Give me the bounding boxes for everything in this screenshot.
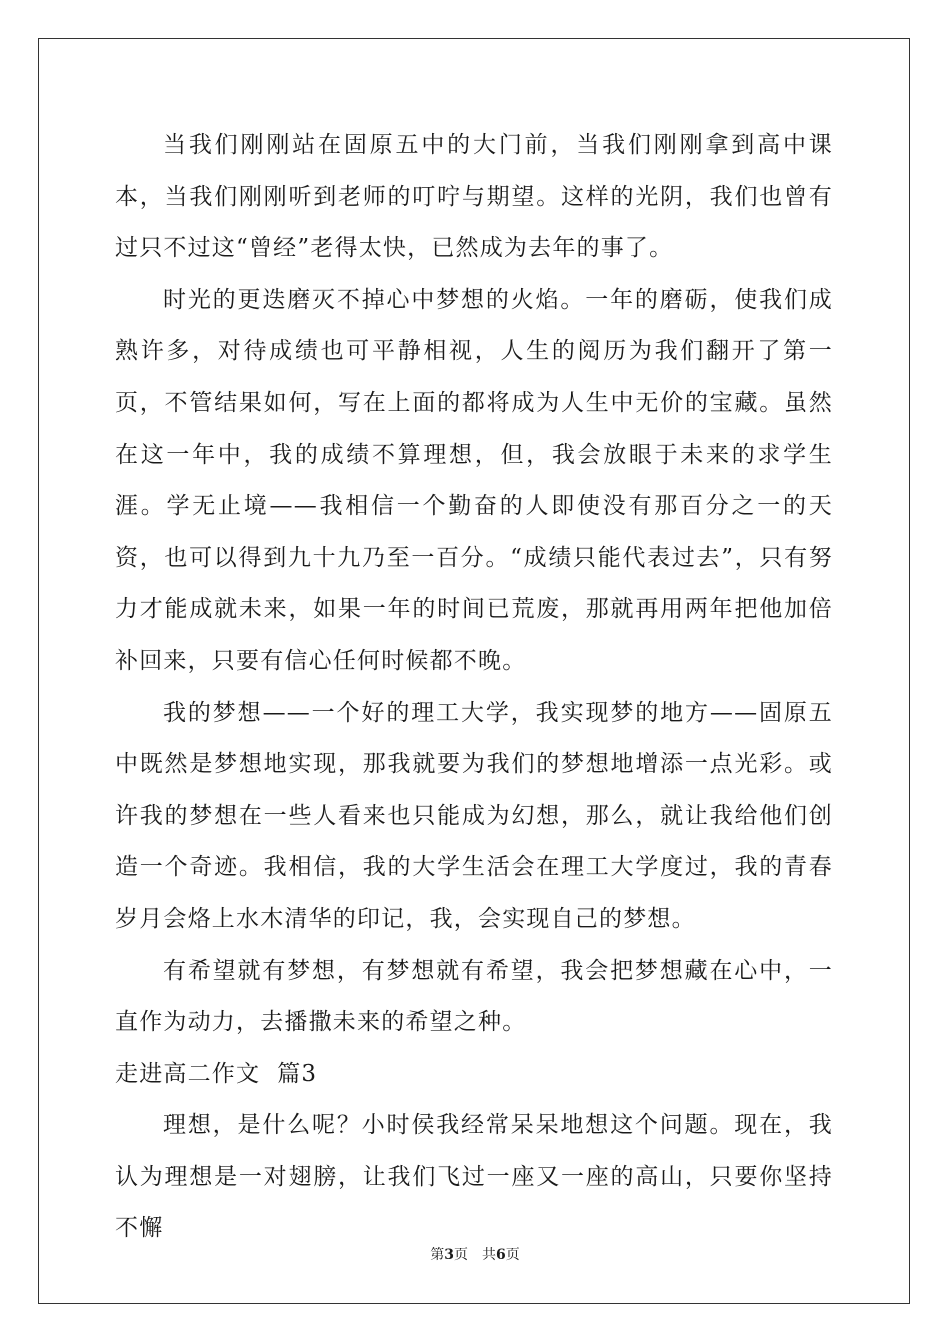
total-page-count: 6 (496, 1247, 506, 1263)
total-pages-suffix: 页 (505, 1247, 520, 1263)
document-body (115, 120, 833, 1255)
current-page-number: 3 (444, 1247, 454, 1263)
page-number-suffix: 页 (454, 1247, 468, 1263)
page-footer (0, 1244, 950, 1264)
total-pages-prefix: 共 (482, 1247, 496, 1263)
section-heading: 走进高二作文 篇3 (115, 1060, 318, 1087)
paragraph: 理想，是什么呢？小时侯我经常呆呆地想这个问题。现在，我认为理想是一对翅膀，让我们飞过一座又一座的高山，只要你坚持不懈 (115, 1112, 833, 1242)
paragraph: 时光的更迭磨灭不掉心中梦想的火焰。一年的磨砺，使我们成熟许多，对待成绩也可平静相视，人生的阅历为我们翻开了第一页，不管结果如何，写在上面的都将成为人生中无价的宝藏。虽然在这一年中，我的成绩不算理想，但，我会放眼于未来的求学生涯。学无止境——我相信一个勤奋的人即使没有那百分之一的天资，也可以得到九十九乃至一百分。“成绩只能代表过去”，只有努力才能成就未来，如果一年的时间已荒废，那就再用两年把他加倍补回来，只要有信心任何时候都不晚。 (115, 286, 833, 674)
paragraph: 我的梦想——一个好的理工大学，我实现梦的地方——固原五中既然是梦想地实现，那我就要为我们的梦想地增添一点光彩。或许我的梦想在一些人看来也只能成为幻想，那么，就让我给他们创造一个奇迹。我相信，我的大学生活会在理工大学度过，我的青春岁月会烙上水木清华的印记，我，会实现自己的梦想。 (115, 699, 833, 932)
paragraph: 当我们刚刚站在固原五中的大门前，当我们刚刚拿到高中课本，当我们刚刚听到老师的叮咛与期望。这样的光阴，我们也曾有过只不过这“曾经”老得太快，已然成为去年的事了。 (115, 132, 833, 262)
page-number-prefix: 第 (430, 1247, 445, 1263)
paragraph: 有希望就有梦想，有梦想就有希望，我会把梦想藏在心中，一直作为动力，去播撒未来的希望之种。 (115, 957, 833, 1036)
